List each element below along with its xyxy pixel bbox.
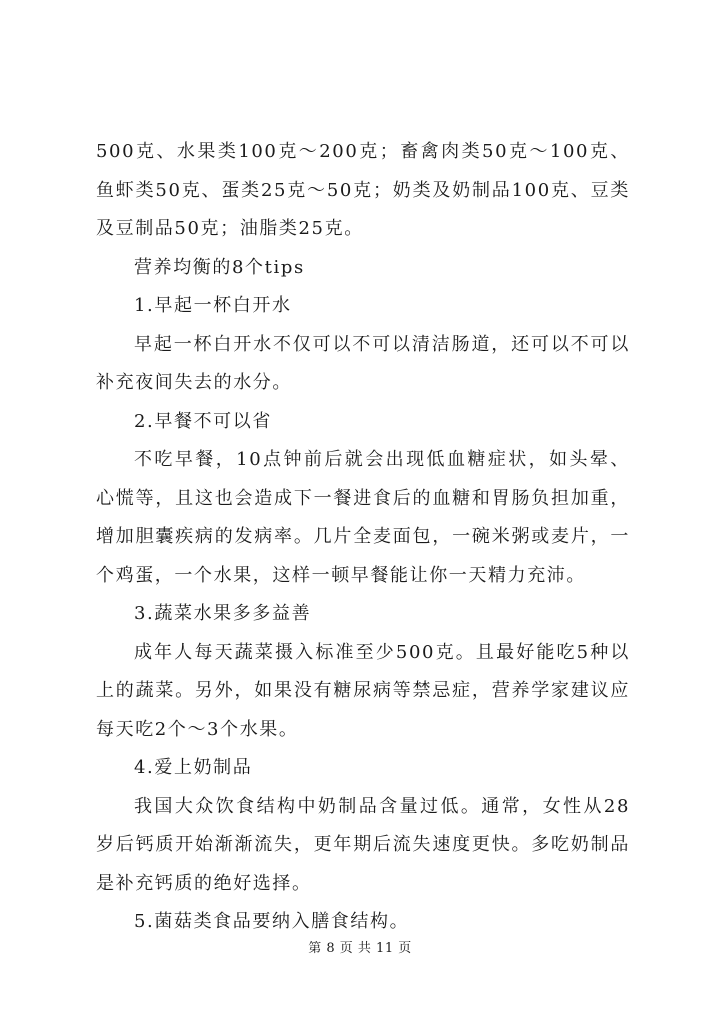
page-number-footer: 第 8 页 共 11 页 [308,941,412,956]
tip-body-2: 不吃早餐，10点钟前后就会出现低血糖症状，如头晕、心慌等，且这也会造成下一餐进食后的血糖和胃肠负担加重，增加胆囊疾病的发病率。几片全麦面包，一碗米粥或麦片，一个鸡蛋，一个水果，这样一顿早餐能让你一天精力充沛。 [96,449,630,586]
tip-heading-2: 2.早餐不可以省 [134,410,272,432]
tip-body-3: 成年人每天蔬菜摄入标准至少500克。且最好能吃5种以上的蔬菜。另外，如果没有糖尿病等禁忌症，营养学家建议应每天吃2个～3个水果。 [96,641,630,740]
tip-body-1: 早起一杯白开水不仅可以不可以清洁肠道，还可以不可以补充夜间失去的水分。 [96,333,630,393]
tip-heading-4: 4.爱上奶制品 [134,757,253,778]
tip-heading-1: 1.早起一杯白开水 [134,295,292,316]
tip-heading-3: 3.蔬菜水果多多益善 [134,603,312,624]
section-title-tips: 营养均衡的8个tips [134,256,305,278]
tip-body-4: 我国大众饮食结构中奶制品含量过低。通常，女性从28岁后钙质开始渐渐流失，更年期后流失速度更快。多吃奶制品是补充钙质的绝好选择。 [96,795,630,894]
document-body [96,133,630,942]
paragraph-food-quantities: 500克、水果类100克～200克；畜禽肉类50克～100克、鱼虾类50克、蛋类25克～50克；奶类及奶制品100克、豆类及豆制品50克；油脂类25克。 [96,141,630,239]
tip-heading-5: 5.菌菇类食品要纳入膳食结构。 [134,911,410,932]
